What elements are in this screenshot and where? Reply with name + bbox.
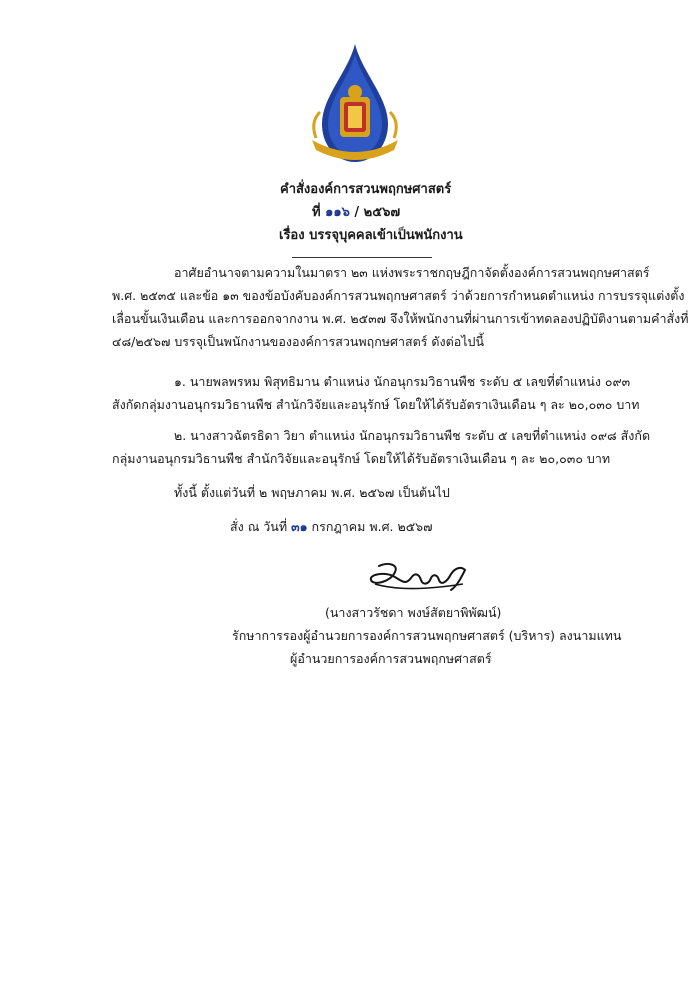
item-line: สังกัดกลุ่มงานอนุกรมวิธานพืช สำนักวิจัยและอนุรักษ์ โดยให้ได้รับอัตราเงินเดือน ๆ ละ ๒๐,๐๓๐ บาท	[112, 397, 640, 412]
order-number-handwritten: ๑๑๖	[325, 205, 350, 220]
item-line: กลุ่มงานอนุกรมวิธานพืช สำนักวิจัยและอนุรักษ์ โดยให้ได้รับอัตราเงินเดือน ๆ ละ ๒๐,๐๓๐ บาท	[112, 451, 611, 466]
intro-paragraph	[112, 261, 689, 353]
header-divider	[292, 257, 432, 258]
signer-position: รักษาการรองผู้อำนวยการองค์การสวนพฤกษศาสตร์ (บริหาร) ลงนามแทน	[232, 628, 622, 643]
intro-line: พ.ศ. ๒๕๓๕ และข้อ ๑๓ ของข้อบังคับองค์การสวนพฤกษศาสตร์ ว่าด้วยการกำหนดตำแหน่ง การบรรจุแต่งตั้ง	[112, 288, 685, 303]
order-subject: เรื่อง บรรจุบุคคลเข้าเป็นพนักงาน	[279, 228, 463, 243]
order-number-suffix: / ๒๕๖๗	[354, 205, 401, 220]
handwritten-signature	[365, 560, 475, 596]
item-line: ๒. นางสาวฉัตรธิดา วิยา ตำแหน่ง นักอนุกรมวิธานพืช ระดับ ๕ เลขที่ตำแหน่ง ๐๙๘ สังกัด	[174, 428, 651, 443]
intro-line: ๔๘/๒๕๖๗ บรรจุเป็นพนักงานขององค์การสวนพฤกษศาสตร์ ดังต่อไปนี้	[112, 334, 485, 349]
order-date-prefix: สั่ง ณ วันที่	[230, 519, 288, 534]
org-emblem-logo	[300, 42, 410, 167]
order-date-suffix: กรกฎาคม พ.ศ. ๒๕๖๗	[311, 519, 433, 534]
order-number	[312, 201, 400, 222]
order-title: คำสั่งองค์การสวนพฤกษศาสตร์	[280, 182, 452, 197]
effective-date: ทั้งนี้ ตั้งแต่วันที่ ๒ พฤษภาคม พ.ศ. ๒๕๖๗ เป็นต้นไป	[174, 485, 450, 500]
intro-line: เลื่อนขั้นเงินเดือน และการออกจากงาน พ.ศ. ๒๕๓๗ จึงให้พนักงานที่ผ่านการเข้าทดลองปฏิบัติงานตามคำสั่งที่	[112, 311, 689, 326]
order-date	[230, 517, 433, 537]
item-line: ๑. นายพลพรหม พิสุทธิมาน ตำแหน่ง นักอนุกรมวิธานพืช ระดับ ๕ เลขที่ตำแหน่ง ๐๙๓	[174, 374, 631, 389]
signer-on-behalf-of: ผู้อำนวยการองค์การสวนพฤกษศาสตร์	[290, 651, 492, 666]
order-number-prefix: ที่	[312, 205, 321, 220]
order-date-day: ๓๑	[291, 519, 308, 534]
appointment-item-2	[112, 424, 651, 470]
signer-name: (นางสาวรัชดา พงษ์สัตยาพิพัฒน์)	[325, 605, 502, 620]
intro-line: อาศัยอำนาจตามความในมาตรา ๒๓ แห่งพระราชกฤษฎีกาจัดตั้งองค์การสวนพฤกษศาสตร์	[174, 265, 650, 280]
appointment-item-1	[112, 370, 640, 416]
